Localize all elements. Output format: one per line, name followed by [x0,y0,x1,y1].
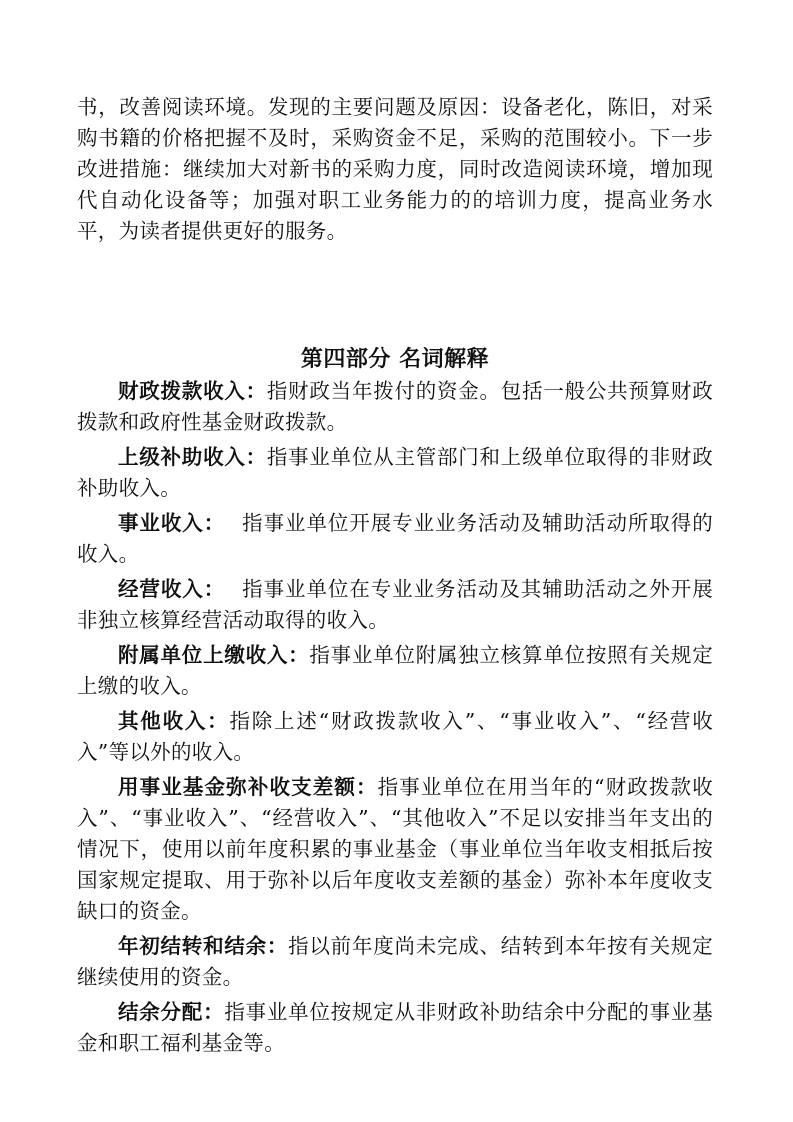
glossary-term: 年初结转和结余： [118,934,289,958]
glossary-term: 经营收入： [118,577,226,601]
intro-paragraph: 书，改善阅读环境。发现的主要问题及原因：设备老化，陈旧，对采购书籍的价格把握不及时，采购资金不足，采购的范围较小。下一步改进措施：继续加大对新书的采购力度，同时改造阅读环境，增加现代自动化设备等；加强对职工业务能力的的培训力度，提高业务水平，为读者提供更好的服务。 [77,95,713,243]
glossary-entry [77,376,713,438]
glossary-entry [77,772,713,927]
glossary-entry [77,442,713,504]
glossary-definition: 指事业单位在专业业务活动及其辅助活动之外开展非独立核算经营活动取得的收入。 [77,577,713,632]
glossary-entry [77,640,713,702]
glossary-term: 事业收入： [118,511,226,535]
glossary-entry [77,931,713,993]
glossary-definition: 指事业单位在用当年的“财政拨款收入”、“事业收入”、“经营收入”、“其他收入”不足以安排当年支出的情况下，使用以前年度积累的事业基金（事业单位当年收支相抵后按国家规定提取、用于弥补以后年度收支差额的基金）弥补本年度收支缺口的资金。 [77,775,713,923]
glossary-definition: 指事业单位按规定从非财政补助结余中分配的事业基金和职工福利基金等。 [77,1000,714,1055]
glossary-entry [77,508,713,570]
glossary-definition: 指事业单位开展专业业务活动及辅助活动所取得的收入。 [77,511,713,566]
glossary-term: 用事业基金弥补收支差额： [118,775,378,799]
glossary-term: 附属单位上缴收入： [118,643,310,667]
glossary-definition: 指事业单位附属独立核算单位按照有关规定上缴的收入。 [77,643,714,698]
glossary-entry [77,574,713,636]
section-heading: 第四部分 名词解释 [300,346,490,372]
glossary-definition: 指以前年度尚未完成、结转到本年按有关规定继续使用的资金。 [77,934,714,989]
glossary-list [77,376,713,1063]
glossary-term: 其他收入： [118,709,230,733]
glossary-entry [77,997,713,1059]
glossary-term: 结余分配： [118,1000,225,1024]
glossary-term: 财政拨款收入： [118,379,267,403]
glossary-definition: 指事业单位从主管部门和上级单位取得的非财政补助收入。 [77,445,713,500]
glossary-definition: 指财政当年拨付的资金。包括一般公共预算财政拨款和政府性基金财政拨款。 [77,379,713,434]
document-page [77,92,714,1055]
glossary-entry [77,706,713,768]
glossary-term: 上级补助收入： [118,445,267,469]
glossary-definition: 指除上述“财政拨款收入”、“事业收入”、“经营收入”等以外的收入。 [77,709,713,764]
